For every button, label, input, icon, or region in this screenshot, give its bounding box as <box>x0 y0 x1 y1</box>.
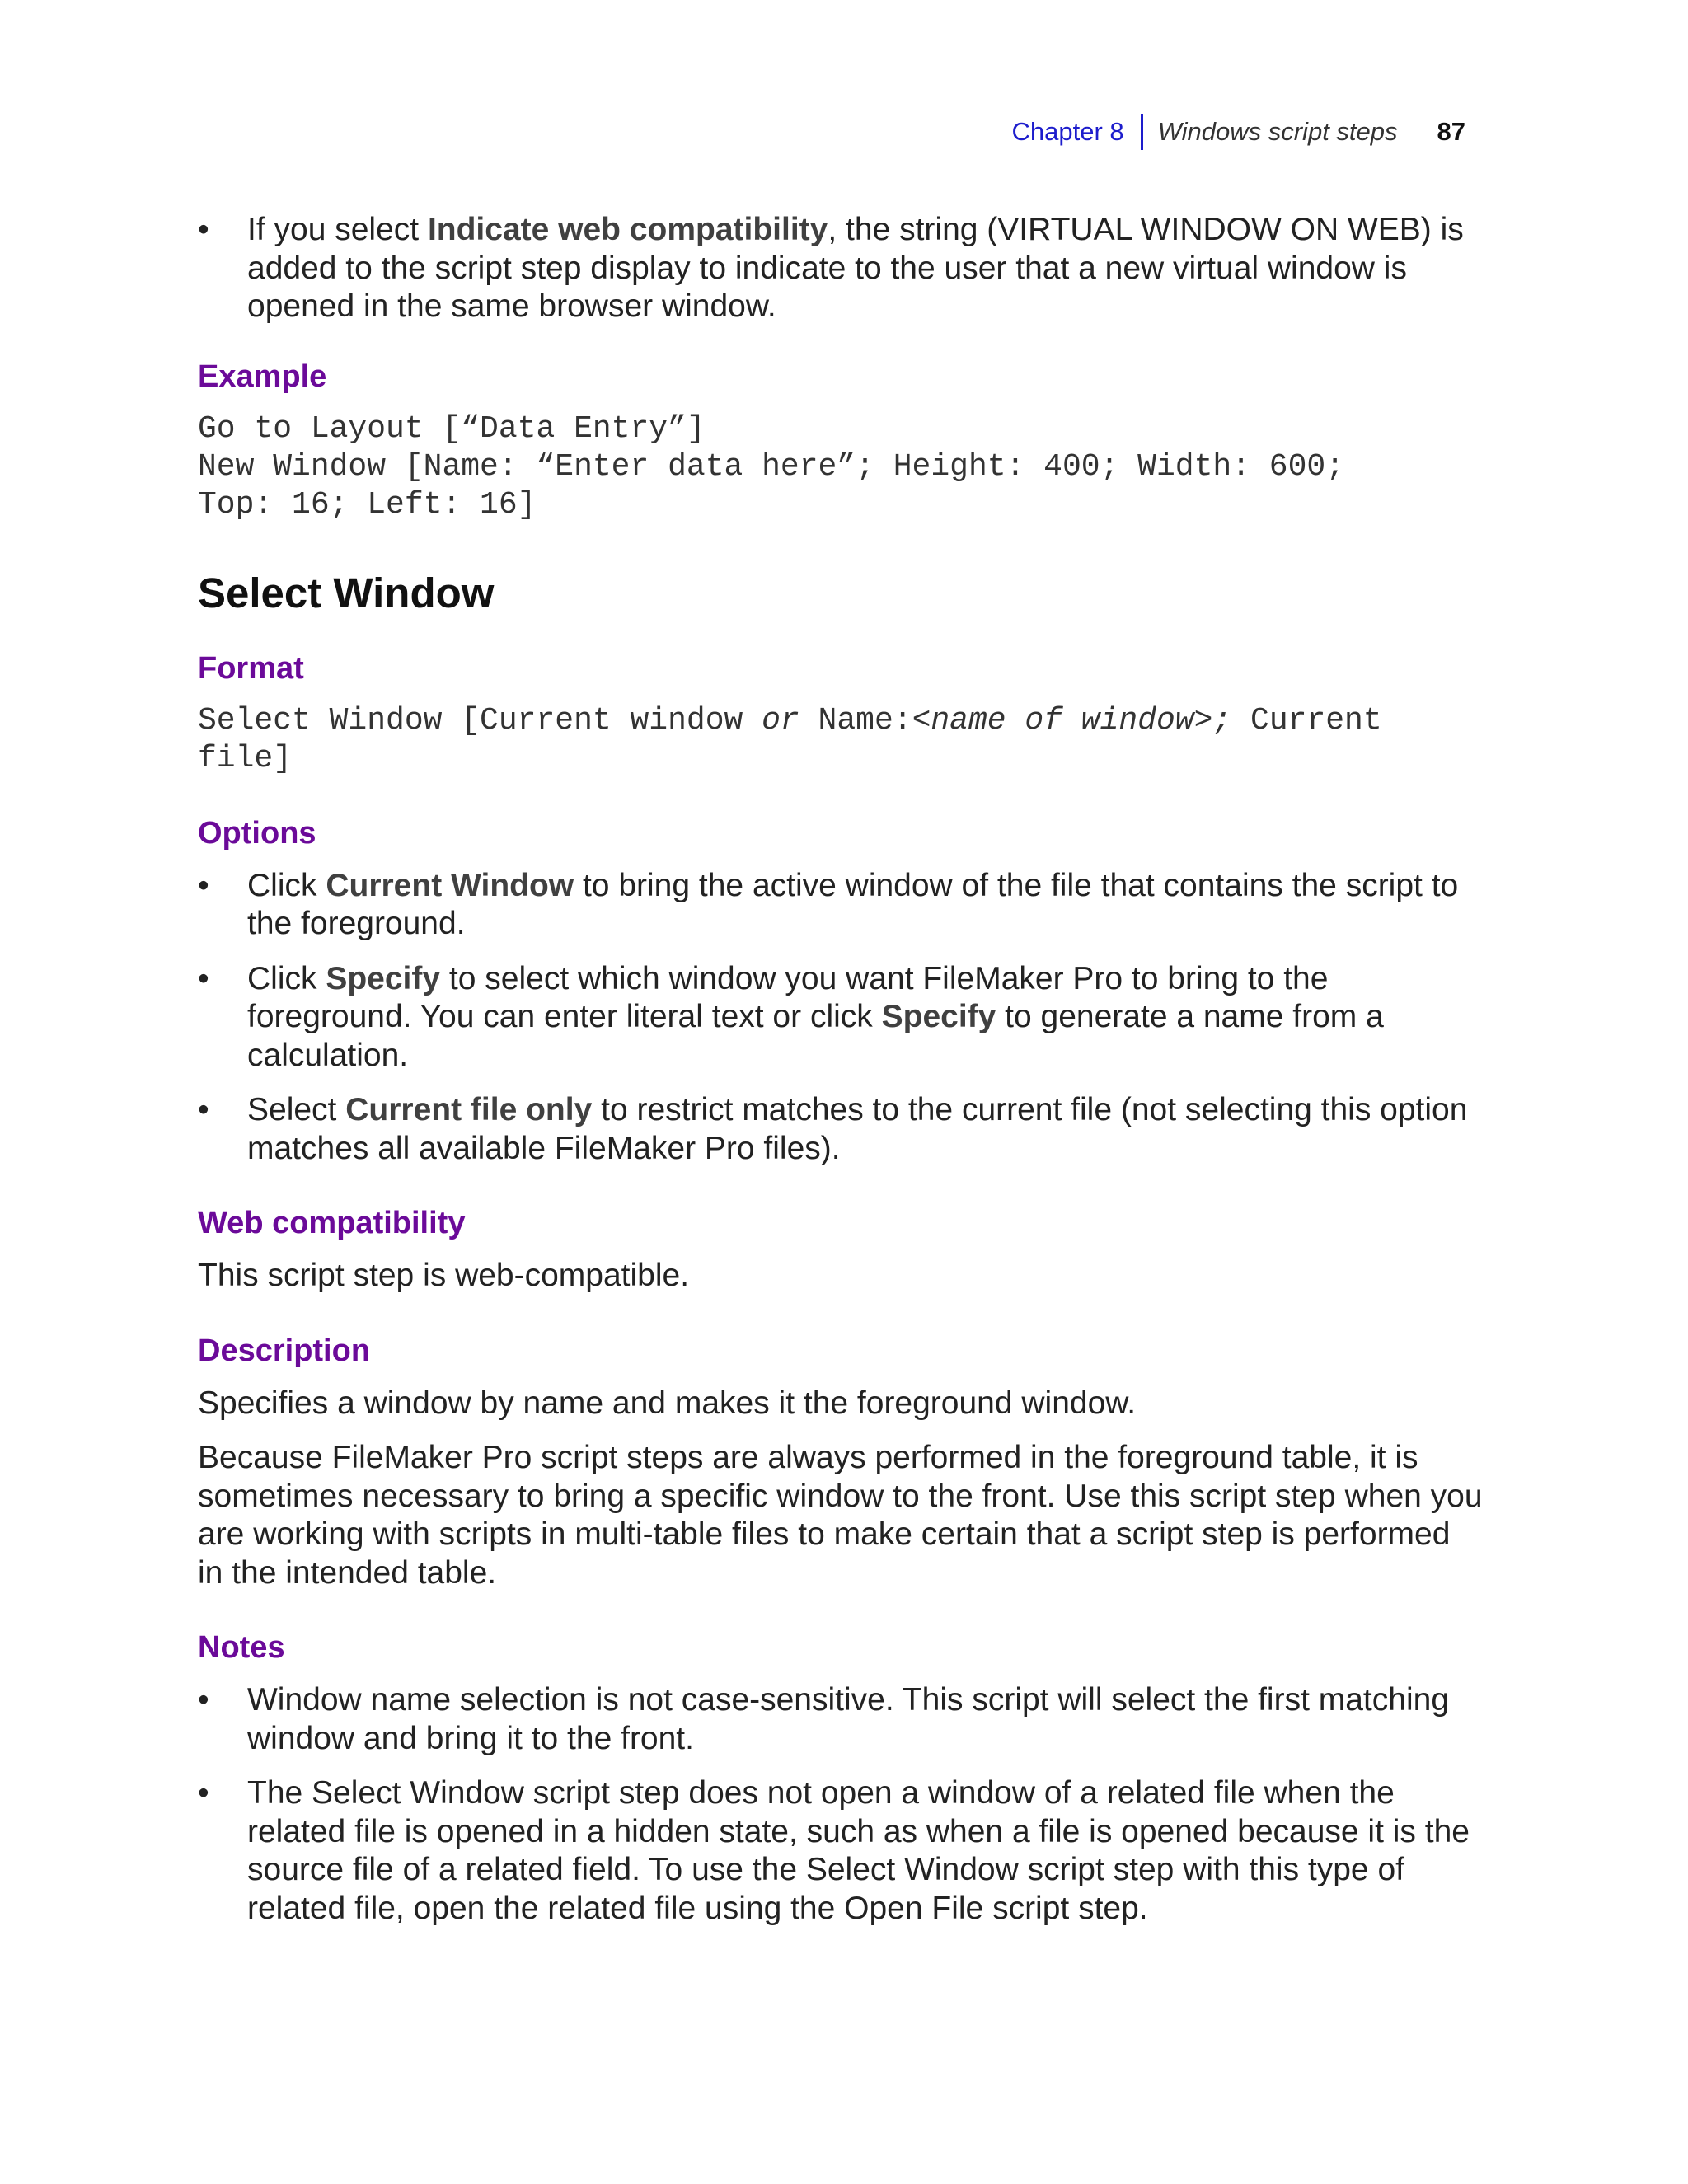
description-paragraph: Because FileMaker Pro script steps are always performed in the foreground table, it is sometimes necessary to bring a specific window to the front. Use this script step when you are working with scripts in multi-table files to make certain that a script step is performed in the intended table. <box>198 1440 1483 1591</box>
text-run: to generate a name from a calculation. <box>247 999 1384 1073</box>
text-run: Click <box>247 867 326 903</box>
header-section-title: Windows script steps <box>1157 117 1398 146</box>
code-text: Name: <box>799 702 912 738</box>
list-item <box>198 1091 1484 1168</box>
example-code-line: Go to Layout [“Data Entry”] <box>198 410 706 447</box>
code-text: or <box>762 702 799 738</box>
option-name: Current Window <box>326 867 574 903</box>
list-item: • Window name selection is not case-sensitive. This script will select the first matching window and bring it to the front. <box>198 1681 1484 1758</box>
page-number: 87 <box>1437 117 1465 146</box>
text-run: , the string (VIRTUAL WINDOW ON WEB) is added to the script step display to indicate to the user that a new virtual window is opened in the same browser window. <box>247 212 1464 324</box>
notes-list <box>198 1681 1484 1928</box>
web-compatibility-text: This script step is web-compatible. <box>198 1258 690 1293</box>
header-divider <box>1141 114 1143 150</box>
header-chapter: Chapter 8 <box>1011 117 1124 146</box>
format-code <box>198 702 1484 740</box>
text-run: to bring the active window of the file that contains the script to the foreground. <box>247 867 1459 941</box>
intro-bullet-list <box>198 211 1484 326</box>
web-compatibility-heading: Web compatibility <box>198 1206 466 1240</box>
format-code-line2: file] <box>198 740 293 776</box>
code-text: Current <box>1231 702 1382 738</box>
text-run: to restrict matches to the current file (not selecting this option matches all available FileMaker Pro files). <box>247 1092 1468 1166</box>
text-run: Select <box>247 1092 346 1127</box>
list-item <box>198 960 1484 1076</box>
option-name: Specify <box>326 960 441 996</box>
options-list <box>198 867 1484 1169</box>
description-heading: Description <box>198 1333 371 1368</box>
option-name: Indicate web compatibility <box>427 212 828 247</box>
example-heading: Example <box>198 359 327 394</box>
list-item: • The Select Window script step does not open a window of a related file when the related file is opened in a hidden state, such as when a file is opened because it is the source file of a related field. To use the Select Window script step with this type of related file, open the related file using the Open File script step. <box>198 1774 1484 1928</box>
page-header <box>1012 114 1466 150</box>
list-item <box>198 867 1484 944</box>
code-text: Select Window [Current window <box>198 702 762 738</box>
notes-heading: Notes <box>198 1630 285 1665</box>
list-item <box>198 211 1484 326</box>
options-heading: Options <box>198 815 316 851</box>
option-name: Current file only <box>345 1092 593 1127</box>
option-name: Specify <box>881 999 996 1034</box>
text-run: Click <box>247 960 326 996</box>
description-paragraph: Specifies a window by name and makes it the foreground window. <box>198 1385 1137 1421</box>
page-content <box>198 211 1484 1944</box>
example-code-line: New Window [Name: “Enter data here”; Height: 400; Width: 600; <box>198 448 1345 485</box>
code-placeholder: <name of window>; <box>912 702 1232 738</box>
text-run: to select which window you want FileMaker Pro to bring to the foreground. You can enter literal text or click <box>247 960 1329 1034</box>
format-heading: Format <box>198 650 304 686</box>
example-code-line: Top: 16; Left: 16] <box>198 486 537 523</box>
text-run: If you select <box>247 212 428 247</box>
section-title: Select Window <box>198 569 495 616</box>
